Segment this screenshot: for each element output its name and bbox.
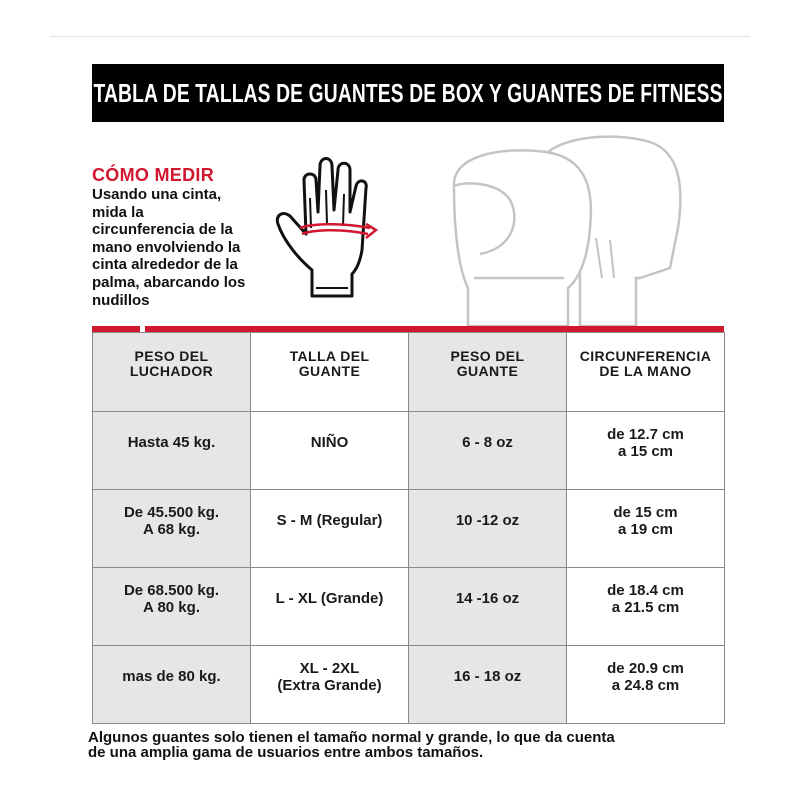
how-to-measure-line: mano envolviendo la: [92, 238, 241, 256]
header-glove-weight: PESO DEL GUANTE: [409, 333, 567, 412]
title-banner: [92, 64, 724, 122]
table-row: [93, 646, 725, 724]
cell-fighter-weight: De 68.500 kg. A 80 kg.: [93, 568, 251, 646]
cell-glove-weight: 16 - 18 oz: [409, 646, 567, 724]
cell-hand-circumference: de 20.9 cm a 24.8 cm: [567, 646, 725, 724]
table-row: [93, 490, 725, 568]
cell-fighter-weight: Hasta 45 kg.: [93, 412, 251, 490]
header-glove-size: TALLA DEL GUANTE: [251, 333, 409, 412]
how-to-measure-line: circunferencia de la: [92, 221, 233, 239]
cell-fighter-weight: De 45.500 kg. A 68 kg.: [93, 490, 251, 568]
cell-hand-circumference: de 18.4 cm a 21.5 cm: [567, 568, 725, 646]
cell-glove-weight: 10 -12 oz: [409, 490, 567, 568]
cell-glove-size: XL - 2XL (Extra Grande): [251, 646, 409, 724]
how-to-measure-line: palma, abarcando los: [92, 273, 246, 291]
size-table: [92, 332, 725, 724]
footnote: [88, 730, 738, 760]
how-to-measure-title: CÓMO MEDIR: [92, 165, 214, 185]
boxing-gloves-illustration: [440, 128, 690, 328]
table-row: [93, 412, 725, 490]
cell-fighter-weight: mas de 80 kg.: [93, 646, 251, 724]
how-to-measure-line: cinta alrededor de la: [92, 256, 238, 274]
cell-glove-size: S - M (Regular): [251, 490, 409, 568]
how-to-measure-line: nudillos: [92, 291, 150, 309]
cell-glove-weight: 6 - 8 oz: [409, 412, 567, 490]
top-divider: [50, 36, 750, 37]
hand-measure-icon: [270, 150, 390, 300]
footnote-line: Algunos guantes solo tienen el tamaño normal y grande, lo que da cuenta: [88, 729, 615, 746]
cell-glove-weight: 14 -16 oz: [409, 568, 567, 646]
cell-hand-circumference: de 15 cm a 19 cm: [567, 490, 725, 568]
footnote-line: de una amplia gama de usuarios entre ambos tamaños.: [88, 744, 484, 761]
how-to-measure-line: mida la: [92, 203, 144, 221]
header-fighter-weight: PESO DEL LUCHADOR: [93, 333, 251, 412]
how-to-measure-line: Usando una cinta,: [92, 186, 222, 203]
page-title: TABLA DE TALLAS DE GUANTES DE BOX Y GUANTES DE FITNESS: [93, 77, 723, 108]
cell-glove-size: L - XL (Grande): [251, 568, 409, 646]
table-header-row: [93, 333, 725, 412]
table-row: [93, 568, 725, 646]
cell-glove-size: NIÑO: [251, 412, 409, 490]
cell-hand-circumference: de 12.7 cm a 15 cm: [567, 412, 725, 490]
header-hand-circumference: CIRCUNFERENCIA DE LA MANO: [567, 333, 725, 412]
